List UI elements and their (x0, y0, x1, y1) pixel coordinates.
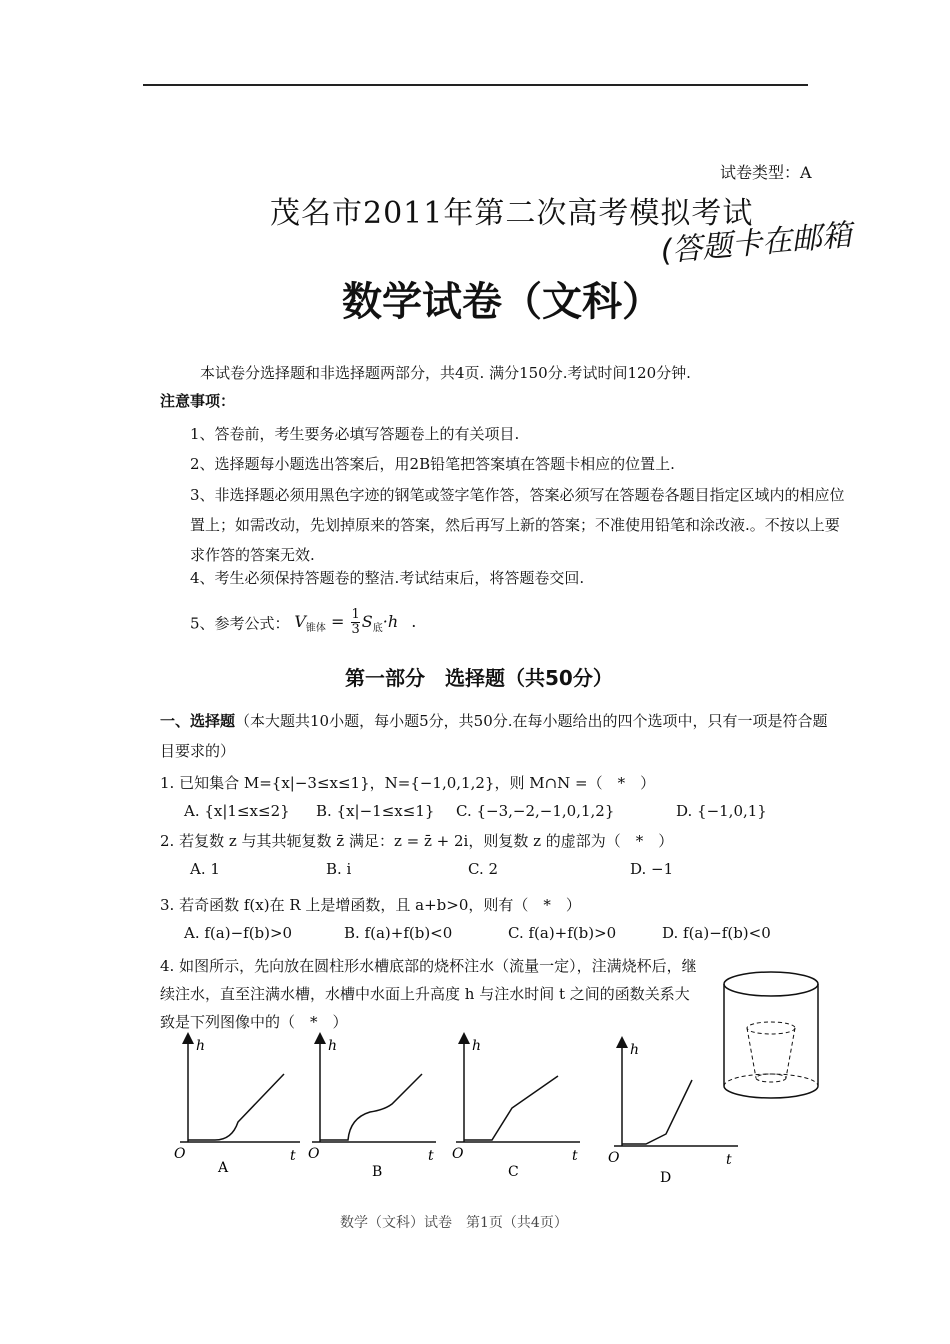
graph-a-x-label: t (290, 1148, 296, 1164)
graph-b-origin: O (308, 1146, 320, 1162)
graph-d-origin: O (608, 1150, 620, 1166)
question-2-stem: 2. 若复数 z 与其共轭复数 z̄ 满足：z = z̄ + 2i，则复数 z 的虚部为（ * ） (160, 832, 674, 850)
note-5 (190, 608, 416, 641)
graph-c-x-label: t (572, 1148, 578, 1164)
q3-option-b: B. f(a)+f(b)<0 (344, 924, 453, 942)
q1-option-a: A. {x|1≤x≤2} (184, 802, 290, 820)
graph-c (452, 1038, 580, 1180)
q2-option-d: D. −1 (630, 860, 674, 878)
graph-a-origin: O (174, 1146, 186, 1162)
graph-a (174, 1038, 300, 1176)
q1-option-c: C. {−3,−2,−1,0,1,2} (456, 802, 615, 820)
page-footer: 数学（文科）试卷 第1页（共4页） (340, 1215, 568, 1231)
section-desc: （本大题共10小题，每小题5分，共50分.在每小题给出的四个选项中，只有一项是符合题目要求的） (160, 712, 828, 760)
graph-b-label: B (372, 1164, 383, 1180)
handwritten-note: (答题卡在邮箱 (659, 217, 854, 270)
intro-text: 本试卷分选择题和非选择题两部分，共4页. 满分150分.考试时间120分钟. (200, 364, 691, 382)
graph-d-x-label: t (726, 1152, 732, 1168)
section-label: 一、选择题 (160, 712, 236, 730)
graph-c-y-label: h (472, 1038, 482, 1054)
graph-d-y-label: h (630, 1042, 640, 1058)
q3-option-a: A. f(a)−f(b)>0 (184, 924, 293, 942)
section-heading (160, 706, 840, 766)
answer-graphs (160, 1030, 760, 1190)
volume-formula: $V_{锥体}$ = $\frac{1}{3}$ $S_底\cdot h$ . (294, 607, 417, 637)
exam-title: 茂名市2011年第二次高考模拟考试 (270, 196, 754, 231)
q2-option-b: B. i (326, 860, 352, 878)
q2-option-a: A. 1 (190, 860, 220, 878)
q1-option-b: B. {x|−1≤x≤1} (316, 802, 435, 820)
notes-heading: 注意事项： (160, 392, 236, 410)
graph-b (308, 1038, 436, 1180)
graph-c-origin: O (452, 1146, 464, 1162)
graph-a-label: A (218, 1160, 229, 1176)
graph-b-x-label: t (428, 1148, 434, 1164)
q3-option-d: D. f(a)−f(b)<0 (662, 924, 771, 942)
paper-type: 试卷类型：A (720, 163, 812, 182)
q2-option-c: C. 2 (468, 860, 499, 878)
graph-c-label: C (508, 1164, 519, 1180)
question-1-stem: 1. 已知集合 M={x|−3≤x≤1}，N={−1,0,1,2}，则 M∩N =（ * ） (160, 774, 656, 792)
graph-b-y-label: h (328, 1038, 338, 1054)
graph-d (608, 1042, 738, 1186)
subject-title: 数学试卷（文科） (342, 279, 662, 325)
q3-option-c: C. f(a)+f(b)>0 (508, 924, 617, 942)
note-4: 4、考生必须保持答题卷的整洁.考试结束后，将答题卷交回. (190, 569, 585, 587)
graph-d-label: D (660, 1170, 672, 1186)
q1-option-d: D. {−1,0,1} (676, 802, 767, 820)
note-2: 2、选择题每小题选出答案后，用2B铅笔把答案填在答题卡相应的位置上. (190, 455, 675, 473)
question-3-stem: 3. 若奇函数 f(x)在 R 上是增函数，且 a+b>0，则有（ * ） (160, 896, 581, 914)
part-heading: 第一部分 选择题（共50分） (345, 666, 613, 690)
question-4-stem: 4. 如图所示，先向放在圆柱形水槽底部的烧杯注水（流量一定），注满烧杯后，继续注水，直至注满水槽，水槽中水面上升高度 h 与注水时间 t 之间的函数关系大致是下列图像中的（ * ） (160, 957, 697, 1031)
note-3: 3、非选择题必须用黑色字迹的钢笔或签字笔作答，答案必须写在答题卷各题目指定区域内的相应位置上；如需改动，先划掉原来的答案，然后再写上新的答案；不准使用铅笔和涂改液.。不按以上要求作答的答案无效. (190, 486, 845, 564)
note-1: 1、答卷前，考生要务必填写答题卷上的有关项目. (190, 425, 520, 443)
graph-a-y-label: h (196, 1038, 206, 1054)
top-rule (143, 84, 808, 86)
fraction: $\frac{1}{3}$ (351, 607, 360, 637)
note-5-label: 5、参考公式： (190, 614, 290, 633)
